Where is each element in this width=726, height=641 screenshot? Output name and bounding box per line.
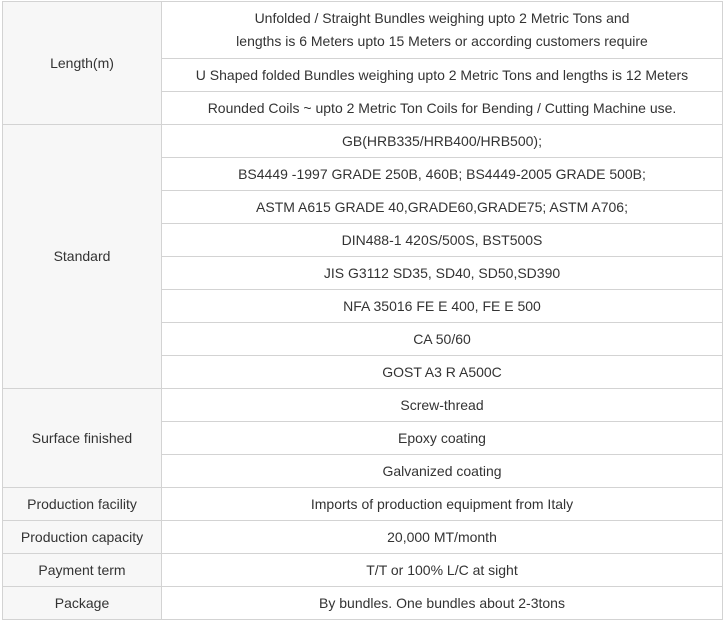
length-value-line-1: Unfolded / Straight Bundles weighing upto 2 Metric Tons and [254,10,630,26]
row-label-package: Package [3,587,162,620]
table-row [3,488,723,521]
table-row [3,521,723,554]
standard-value: GOST A3 R A500C [162,356,723,389]
row-label-length: Length(m) [3,2,162,125]
length-value-u-shaped: U Shaped folded Bundles weighing upto 2 Metric Tons and lengths is 12 Meters [162,59,723,92]
standard-value: BS4449 -1997 GRADE 250B, 460B; BS4449-2005 GRADE 500B; [162,158,723,191]
table-row [3,2,723,59]
row-label-production-capacity: Production capacity [3,521,162,554]
length-value-line-2: lengths is 6 Meters upto 15 Meters or according customers require [236,33,648,49]
standard-value: NFA 35016 FE E 400, FE E 500 [162,290,723,323]
product-spec-table [2,1,723,620]
row-label-surface-finished: Surface finished [3,389,162,488]
standard-value: JIS G3112 SD35, SD40, SD50,SD390 [162,257,723,290]
table-row [3,554,723,587]
standard-value: GB(HRB335/HRB400/HRB500); [162,125,723,158]
row-label-production-facility: Production facility [3,488,162,521]
surface-value: Galvanized coating [162,455,723,488]
row-label-payment-term: Payment term [3,554,162,587]
length-value-straight-bundles [162,2,723,59]
surface-value: Screw-thread [162,389,723,422]
row-label-standard: Standard [3,125,162,389]
standard-value: DIN488-1 420S/500S, BST500S [162,224,723,257]
surface-value: Epoxy coating [162,422,723,455]
production-facility-value: Imports of production equipment from Italy [162,488,723,521]
package-value: By bundles. One bundles about 2-3tons [162,587,723,620]
standard-value: ASTM A615 GRADE 40,GRADE60,GRADE75; ASTM A706; [162,191,723,224]
table-row [3,125,723,158]
table-row [3,389,723,422]
standard-value: CA 50/60 [162,323,723,356]
table-row [3,587,723,620]
production-capacity-value: 20,000 MT/month [162,521,723,554]
payment-term-value: T/T or 100% L/C at sight [162,554,723,587]
length-value-coils: Rounded Coils ~ upto 2 Metric Ton Coils for Bending / Cutting Machine use. [162,92,723,125]
